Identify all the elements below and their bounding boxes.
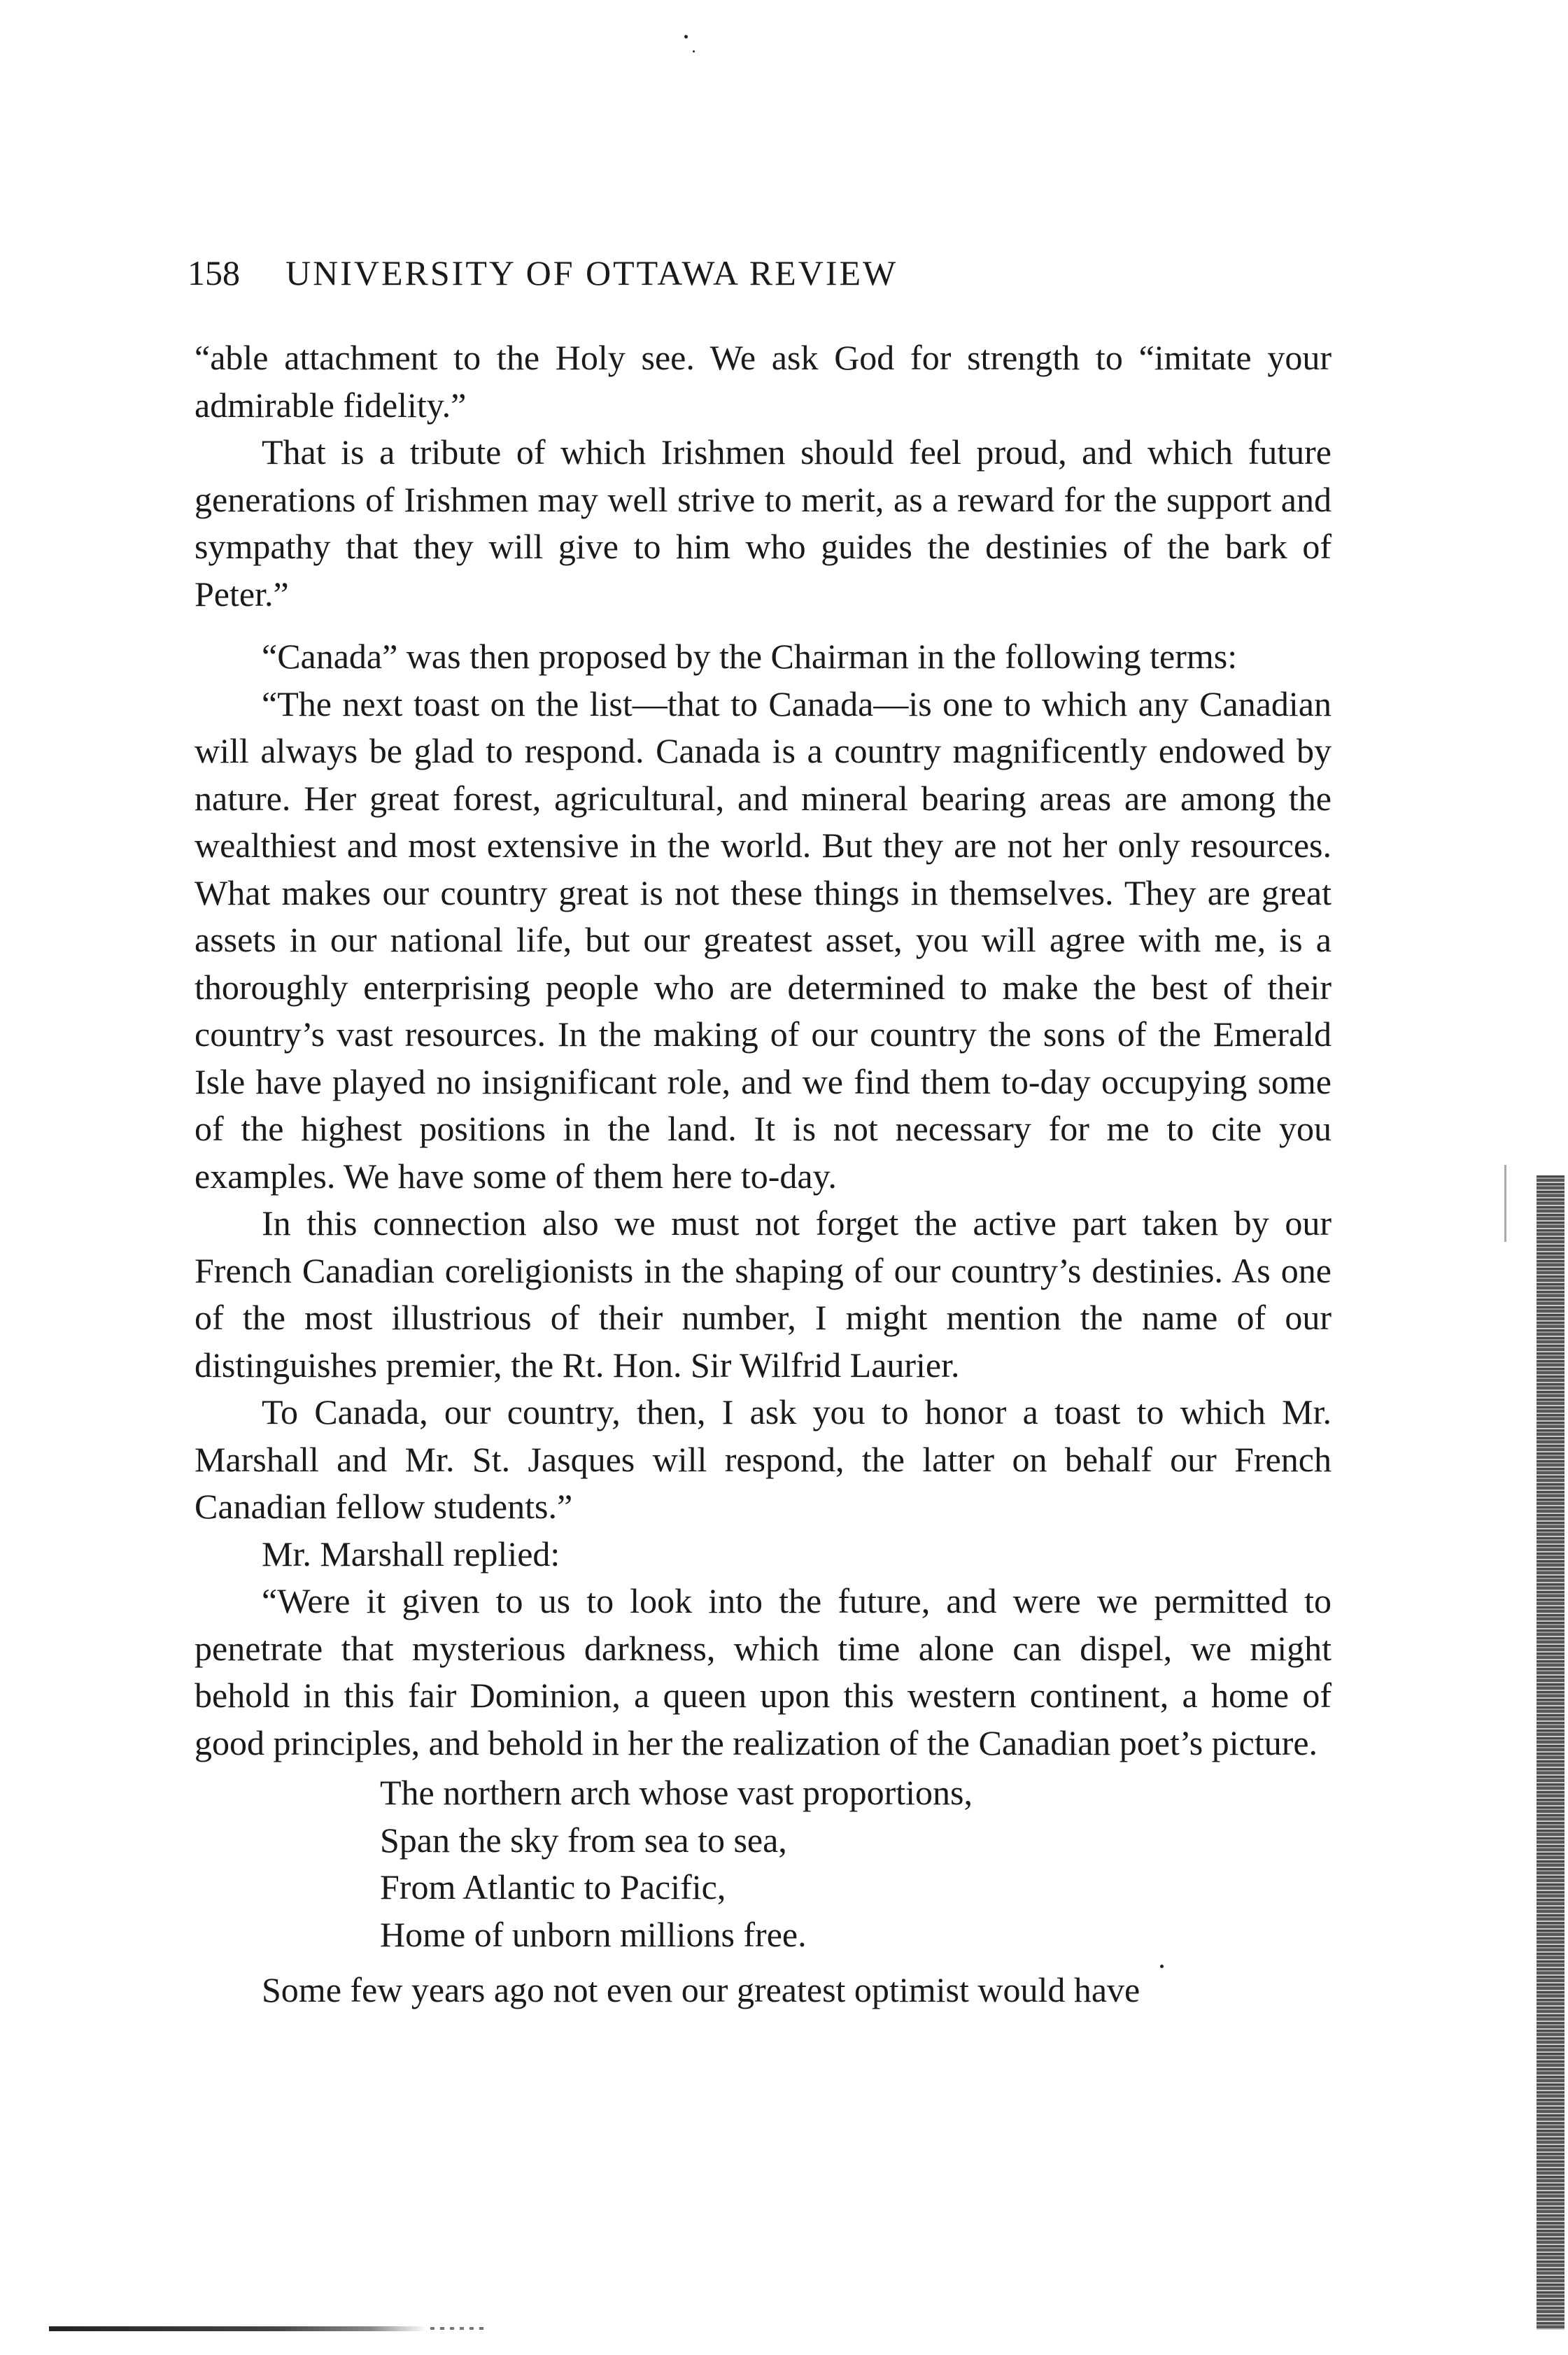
- verse-line-1: The northern arch whose vast proportions,: [380, 1773, 973, 1812]
- scan-edge-line: [1504, 1165, 1506, 1242]
- page-number: 158: [188, 253, 240, 292]
- paragraph-4: “The next toast on the list—that to Canada—is one to which any Canadian will always be glad to respond. Canada is a country magnificently endowed by nature. Her great forest, agricultural, and mineral bearing areas are among the wealthiest and most extensive in the world. But they are not her only resources. What makes our country great is not these things in themselves. They are great assets in our national life, but our greatest asset, you will agree with me, is a thoroughly enterprising people who are determined to make the best of their country’s vast resources. In the making of our country the sons of the Emerald Isle have played no insignificant role, and we find them to-day occupying some of the highest positions in the land. It is not necessary for me to cite you examples. We have some of them here to-day.: [195, 684, 1332, 1196]
- paragraph-7: Mr. Marshall replied:: [262, 1534, 560, 1573]
- paragraph-1: “able attachment to the Holy see. We ask God for strength to “imitate your admirable fidelity.”: [195, 338, 1332, 425]
- page-header: [188, 248, 1167, 297]
- poem-verse: [380, 1769, 1332, 1958]
- scan-speck: [684, 35, 688, 38]
- article-body: [195, 334, 1332, 2014]
- scan-speck: [1160, 1965, 1164, 1968]
- paragraph-5: In this connection also we must not forget the active part taken by our French Canadian coreligionists in the shaping of our country’s destinies. As one of the most illustrious of their number, I might mention the name of our distinguishes premier, the Rt. Hon. Sir Wilfrid Laurier.: [195, 1203, 1332, 1385]
- running-title: UNIVERSITY OF OTTAWA REVIEW: [285, 253, 898, 292]
- scan-bottom-rule: [49, 2326, 427, 2331]
- scan-bottom-dots: [430, 2327, 486, 2330]
- closing-line: Some few years ago not even our greatest optimist would have: [262, 1970, 1140, 2009]
- paragraph-8: “Were it given to us to look into the future, and were we permitted to penetrate that mysterious darkness, which time alone can dispel, we might behold in this fair Dominion, a queen upon this western continent, a home of good principles, and behold in her the realization of the Canadian poet’s picture.: [195, 1581, 1332, 1762]
- scan-edge-noise: [1537, 1175, 1565, 2330]
- verse-line-4: Home of unborn millions free.: [380, 1914, 807, 1954]
- verse-line-3: From Atlantic to Pacific,: [380, 1867, 726, 1907]
- paragraph-3: “Canada” was then proposed by the Chairman in the following terms:: [262, 637, 1238, 676]
- verse-line-2: Span the sky from sea to sea,: [380, 1820, 787, 1860]
- scan-speck: [693, 50, 695, 52]
- paragraph-2: That is a tribute of which Irishmen should feel proud, and which future generations of Irishmen may well strive to merit, as a reward for the support and sympathy that they will give to him who guides the destinies of the bark of Peter.”: [195, 432, 1332, 614]
- paragraph-6: To Canada, our country, then, I ask you to honor a toast to which Mr. Marshall and Mr. St. Jasques will respond, the latter on behalf our French Canadian fellow students.”: [195, 1392, 1332, 1526]
